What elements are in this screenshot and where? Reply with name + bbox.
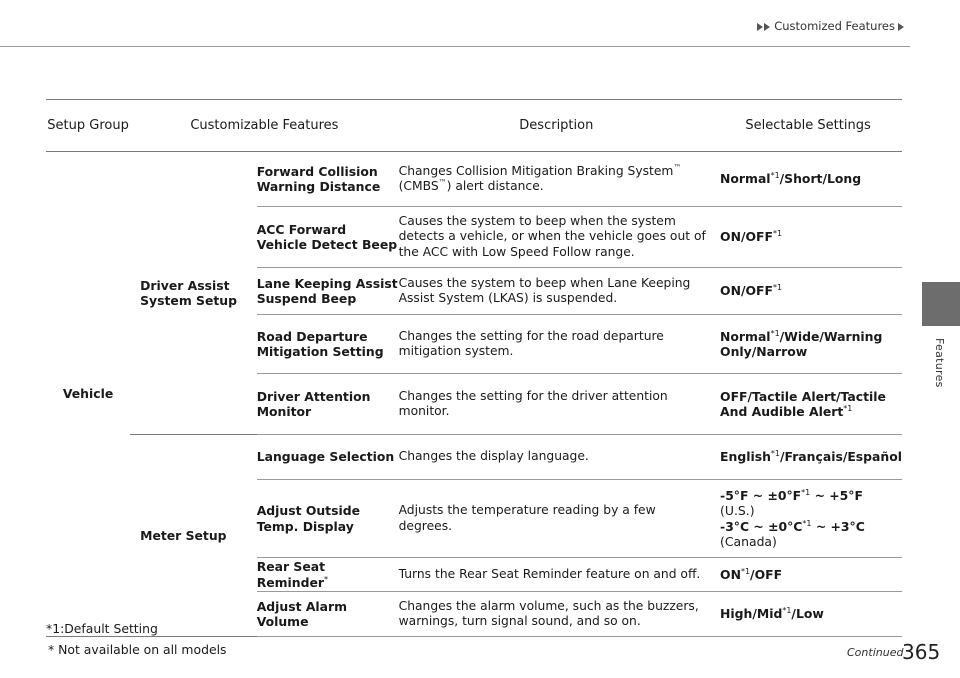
feature-description: Changes the setting for the driver attention monitor. [399, 374, 714, 435]
breadcrumb-triangle-icon [898, 23, 904, 31]
settings-value: Normal$^{*1}$/Short/Long [720, 171, 862, 187]
subgroup-meter-setup: Meter Setup [130, 435, 257, 637]
feature-name: Forward Collision Warning Distance [257, 152, 399, 207]
feature-description: Turns the Rear Seat Reminder feature on and off. [399, 558, 714, 592]
settings-us-label: (U.S.) [720, 503, 755, 518]
feature-name: Road Departure Mitigation Setting [257, 315, 399, 374]
feature-name: ACC Forward Vehicle Detect Beep [257, 207, 399, 268]
feature-name: Driver Attention Monitor [257, 374, 399, 435]
feature-description: Changes the setting for the road departure mitigation system. [399, 315, 714, 374]
feature-description: Causes the system to beep when the system detects a vehicle, or when the vehicle goes out of the ACC with Low Speed Follow range. [399, 207, 714, 268]
column-header-customizable-features: Customizable Features [130, 100, 398, 152]
continued-label: Continued [847, 646, 904, 659]
breadcrumb-title: Customized Features [774, 19, 895, 33]
feature-name: Adjust Alarm Volume [257, 592, 399, 637]
column-header-description: Description [399, 100, 714, 152]
feature-name: Adjust Outside Temp. Display [257, 480, 399, 558]
page-header [0, 0, 910, 47]
section-tab [922, 282, 960, 326]
feature-description: Causes the system to beep when Lane Keeping Assist System (LKAS) is suspended. [399, 268, 714, 315]
feature-settings: ON/OFF$^{*1}$ [714, 207, 902, 268]
column-header-setup-group: Setup Group [46, 100, 130, 152]
feature-settings: English$^{*1}$/Français/Español [714, 435, 902, 480]
table-row [46, 435, 902, 480]
feature-description: Changes the display language. [399, 435, 714, 480]
breadcrumb [757, 19, 904, 33]
column-header-selectable-settings: Selectable Settings [714, 100, 902, 152]
settings-canada-label: (Canada) [720, 534, 777, 549]
table-header-row [46, 100, 902, 152]
feature-description: Changes the alarm volume, such as the buzzers, warnings, turn signal sound, and so on. [399, 592, 714, 637]
setup-group-vehicle: Vehicle [46, 152, 130, 637]
feature-settings: High/Mid$^{*1}$/Low [714, 592, 902, 637]
feature-description: Adjusts the temperature reading by a few degrees. [399, 480, 714, 558]
footnote-default-setting: *1:Default Setting [46, 621, 158, 636]
breadcrumb-triangle-icon [757, 23, 763, 31]
table-row [46, 152, 902, 207]
feature-name: Language Selection [257, 435, 399, 480]
feature-description [399, 152, 714, 207]
feature-settings: Normal$^{*1}$/Wide/Warning Only/Narrow [714, 315, 902, 374]
feature-settings [714, 480, 902, 558]
customized-features-table [46, 99, 902, 637]
feature-settings: OFF/Tactile Alert/Tactile And Audible Alert$^{*1}$ [714, 374, 902, 435]
description-part: Changes Collision Mitigation Braking System™ (CMBS™) alert distance. [398, 162, 682, 193]
feature-settings: ON$^{*1}$/OFF [714, 558, 902, 592]
page-number: 365 [902, 640, 941, 664]
footnote-not-available: * Not available on all models [48, 642, 227, 657]
subgroup-driver-assist: Driver Assist System Setup [130, 152, 257, 435]
section-label: Features [933, 338, 946, 388]
settings-us-range: -5°F ~ $\pm 0^\circ F^{*1}$ ~ +5°F [720, 487, 863, 503]
feature-name: Lane Keeping Assist Suspend Beep [257, 268, 399, 315]
breadcrumb-triangle-icon [764, 23, 770, 31]
feature-settings [714, 152, 902, 207]
feature-settings: ON/OFF$^{*1}$ [714, 268, 902, 315]
settings-canada-range: -3°C ~ $\pm 0^\circ C^{*1}$ ~ +3°C [720, 518, 865, 534]
feature-name: Rear Seat Reminder* [257, 558, 399, 592]
